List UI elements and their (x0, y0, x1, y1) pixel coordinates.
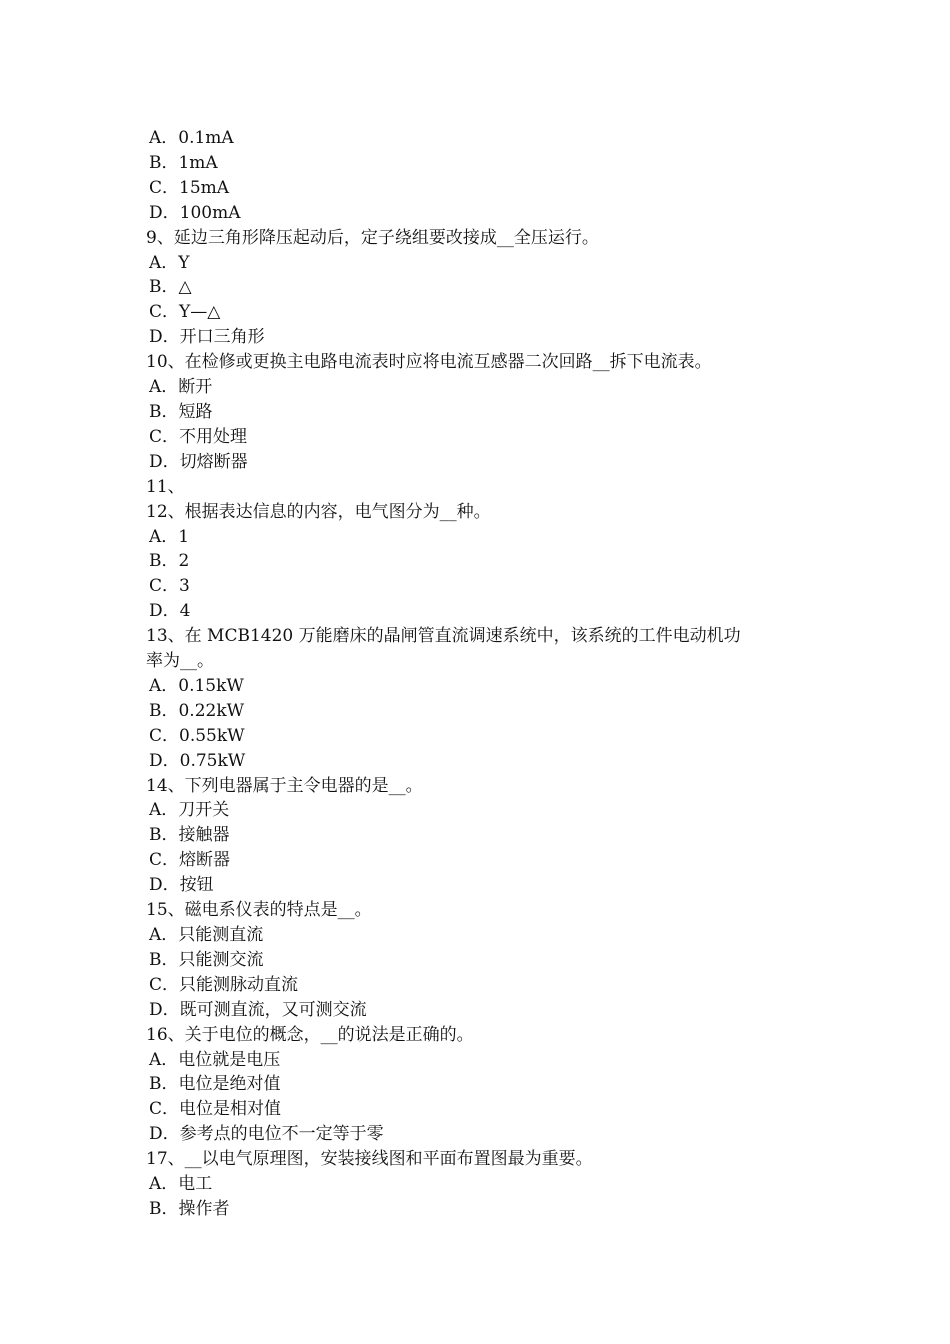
document-page (146, 126, 816, 1222)
answer-option: B．操作者 (149, 1198, 230, 1219)
answer-option: C．只能测脉动直流 (149, 974, 299, 995)
question-text: 13、在 MCB1420 万能磨床的晶闸管直流调速系统中，该系统的工件电动机功 (146, 626, 741, 647)
question-text: 15、磁电系仪表的特点是__。 (146, 900, 372, 921)
answer-option: A．Y (149, 252, 190, 273)
answer-option: D．切熔断器 (149, 451, 248, 472)
question-text: 率为__。 (146, 651, 214, 672)
answer-option: D．既可测直流，又可测交流 (149, 999, 367, 1020)
answer-option: D．参考点的电位不一定等于零 (149, 1124, 384, 1145)
answer-option: C．0.55kW (149, 725, 245, 746)
question-text: 11、 (146, 476, 185, 497)
answer-option: A．1 (149, 526, 190, 547)
answer-option: D．4 (149, 601, 191, 622)
question-text: 17、__以电气原理图，安装接线图和平面布置图最为重要。 (146, 1149, 593, 1170)
answer-option: A．电位就是电压 (149, 1049, 281, 1070)
answer-option: C．电位是相对值 (149, 1099, 282, 1120)
answer-option: C．Y—△ (149, 302, 221, 323)
answer-option: B．2 (149, 551, 190, 572)
answer-option: D．100mA (149, 202, 241, 223)
question-text: 9、延边三角形降压起动后，定子绕组要改接成__全压运行。 (146, 227, 599, 248)
answer-option: D．开口三角形 (149, 327, 265, 348)
answer-option: A．断开 (149, 377, 213, 398)
answer-option: C．熔断器 (149, 850, 231, 871)
answer-option: A．刀开关 (149, 800, 230, 821)
answer-option: B．△ (149, 277, 192, 298)
answer-option: B．接触器 (149, 825, 230, 846)
answer-option: B．只能测交流 (149, 949, 264, 970)
answer-option: B．0.22kW (149, 700, 245, 721)
answer-option: A．0.15kW (149, 675, 244, 696)
question-text: 14、下列电器属于主令电器的是__。 (146, 775, 423, 796)
answer-option: D．按钮 (149, 875, 214, 896)
answer-option: B．1mA (149, 152, 218, 173)
answer-option: A．电工 (149, 1174, 213, 1195)
question-text: 12、根据表达信息的内容，电气图分为__种。 (146, 501, 491, 522)
answer-option: B．电位是绝对值 (149, 1074, 281, 1095)
answer-option: B．短路 (149, 401, 213, 422)
question-text: 16、关于电位的概念，__的说法是正确的。 (146, 1024, 474, 1045)
answer-option: C．不用处理 (149, 426, 248, 447)
answer-option: A．0.1mA (149, 128, 234, 148)
answer-option: D．0.75kW (149, 750, 246, 771)
answer-option: C．15mA (149, 177, 230, 198)
answer-option: A．只能测直流 (149, 925, 264, 945)
answer-option: C．3 (149, 576, 190, 597)
question-text: 10、在检修或更换主电路电流表时应将电流互感器二次回路__拆下电流表。 (146, 352, 712, 373)
